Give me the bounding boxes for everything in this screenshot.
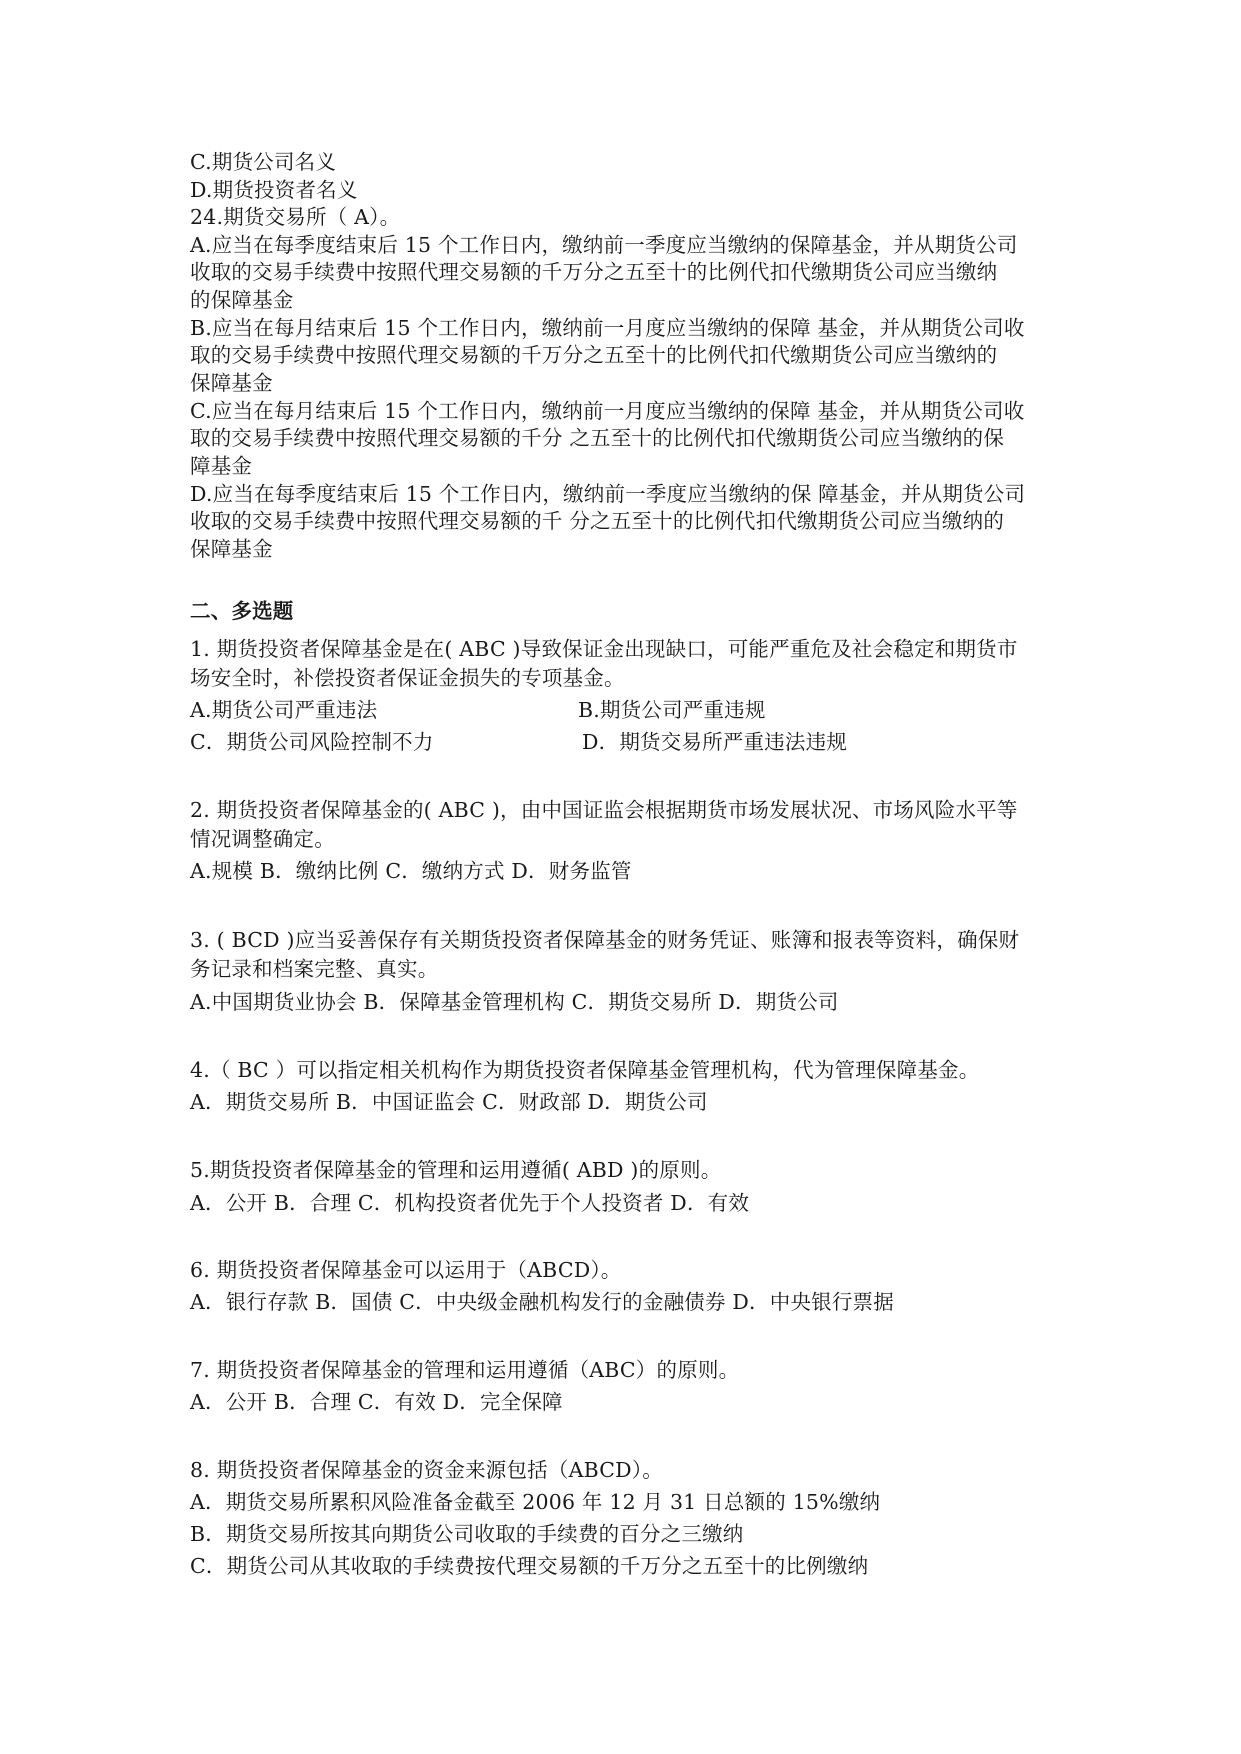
mq8-stem: 8. 期货投资者保障基金的资金来源包括（ABCD）。 xyxy=(190,1458,663,1482)
q24-option-c-line3: 障基金 xyxy=(190,454,253,478)
q23-option-c: C.期货公司名义 xyxy=(190,150,337,174)
mq7-stem: 7. 期货投资者保障基金的管理和运用遵循（ABC）的原则。 xyxy=(190,1358,740,1382)
mq1-stem-line1: 1. 期货投资者保障基金是在( ABC )导致保证金出现缺口，可能严重危及社会稳定和期货市 xyxy=(190,637,1018,661)
q24-option-b-line2: 取的交易手续费中按照代理交易额的千万分之五至十的比例代扣代缴期货公司应当缴纳的 xyxy=(190,343,998,367)
mq5-stem: 5.期货投资者保障基金的管理和运用遵循( ABD )的原则。 xyxy=(190,1158,722,1182)
mq2-stem-line2: 情况调整确定。 xyxy=(190,827,335,851)
mq4-options: A．期货交易所 B．中国证监会 C．财政部 D．期货公司 xyxy=(190,1090,708,1114)
mq3-options: A.中国期货业协会 B．保障基金管理机构 C．期货交易所 D．期货公司 xyxy=(190,990,839,1014)
q24-option-a-line3: 的保障基金 xyxy=(190,288,294,312)
mq1-option-b: B.期货公司严重违规 xyxy=(578,698,766,722)
mq5-options: A．公开 B．合理 C．机构投资者优先于个人投资者 D．有效 xyxy=(190,1191,750,1215)
q24-option-a-line2: 收取的交易手续费中按照代理交易额的千万分之五至十的比例代扣代缴期货公司应当缴纳 xyxy=(190,260,998,284)
q24-stem: 24.期货交易所（ A）。 xyxy=(190,205,401,229)
mq1-option-c: C．期货公司风险控制不力 xyxy=(190,730,434,754)
q24-option-c-line2: 取的交易手续费中按照代理交易额的千分 之五至十的比例代扣代缴期货公司应当缴纳的保 xyxy=(190,426,1005,450)
mq7-options: A．公开 B．合理 C．有效 D．完全保障 xyxy=(190,1390,563,1414)
q24-option-c-line1: C.应当在每月结束后 15 个工作日内，缴纳前一月度应当缴纳的保障 基金，并从期货公司收 xyxy=(190,399,1025,423)
mq2-stem-line1: 2. 期货投资者保障基金的( ABC )，由中国证监会根据期货市场发展状况、市场风险水平等 xyxy=(190,798,1018,822)
mq6-options: A．银行存款 B．国债 C．中央级金融机构发行的金融债券 D．中央银行票据 xyxy=(190,1290,894,1314)
q24-option-d-line1: D.应当在每季度结束后 15 个工作日内，缴纳前一季度应当缴纳的保 障基金，并从期货公司 xyxy=(190,482,1026,506)
q24-option-d-line3: 保障基金 xyxy=(190,537,273,561)
q24-option-b-line3: 保障基金 xyxy=(190,371,273,395)
mq3-stem-line2: 务记录和档案完整、真实。 xyxy=(190,957,439,981)
mq2-options: A.规模 B．缴纳比例 C．缴纳方式 D．财务监管 xyxy=(190,859,632,883)
mq1-stem-line2: 场安全时，补偿投资者保证金损失的专项基金。 xyxy=(190,666,625,690)
q24-option-b-line1: B.应当在每月结束后 15 个工作日内，缴纳前一月度应当缴纳的保障 基金，并从期货公司收 xyxy=(190,316,1025,340)
mq8-option-c: C．期货公司从其收取的手续费按代理交易额的千万分之五至十的比例缴纳 xyxy=(190,1554,869,1578)
mq8-option-a: A．期货交易所累积风险准备金截至 2006 年 12 月 31 日总额的 15%缴纳 xyxy=(190,1490,881,1514)
mq3-stem-line1: 3. ( BCD )应当妥善保存有关期货投资者保障基金的财务凭证、账簿和报表等资料，确保财 xyxy=(190,928,1020,952)
section-heading-multiple-choice: 二、多选题 xyxy=(190,599,294,623)
q24-option-d-line2: 收取的交易手续费中按照代理交易额的千 分之五至十的比例代扣代缴期货公司应当缴纳的 xyxy=(190,509,1005,533)
q24-option-a-line1: A.应当在每季度结束后 15 个工作日内，缴纳前一季度应当缴纳的保障基金，并从期货公司 xyxy=(190,233,1018,257)
q23-option-d: D.期货投资者名义 xyxy=(190,178,358,202)
mq1-option-d: D．期货交易所严重违法违规 xyxy=(582,730,848,754)
mq8-option-b: B．期货交易所按其向期货公司收取的手续费的百分之三缴纳 xyxy=(190,1522,744,1546)
mq6-stem: 6. 期货投资者保障基金可以运用于（ABCD）。 xyxy=(190,1258,622,1282)
mq1-option-a: A.期货公司严重违法 xyxy=(190,698,378,722)
mq4-stem: 4.（ BC ）可以指定相关机构作为期货投资者保障基金管理机构，代为管理保障基金。 xyxy=(190,1058,980,1082)
